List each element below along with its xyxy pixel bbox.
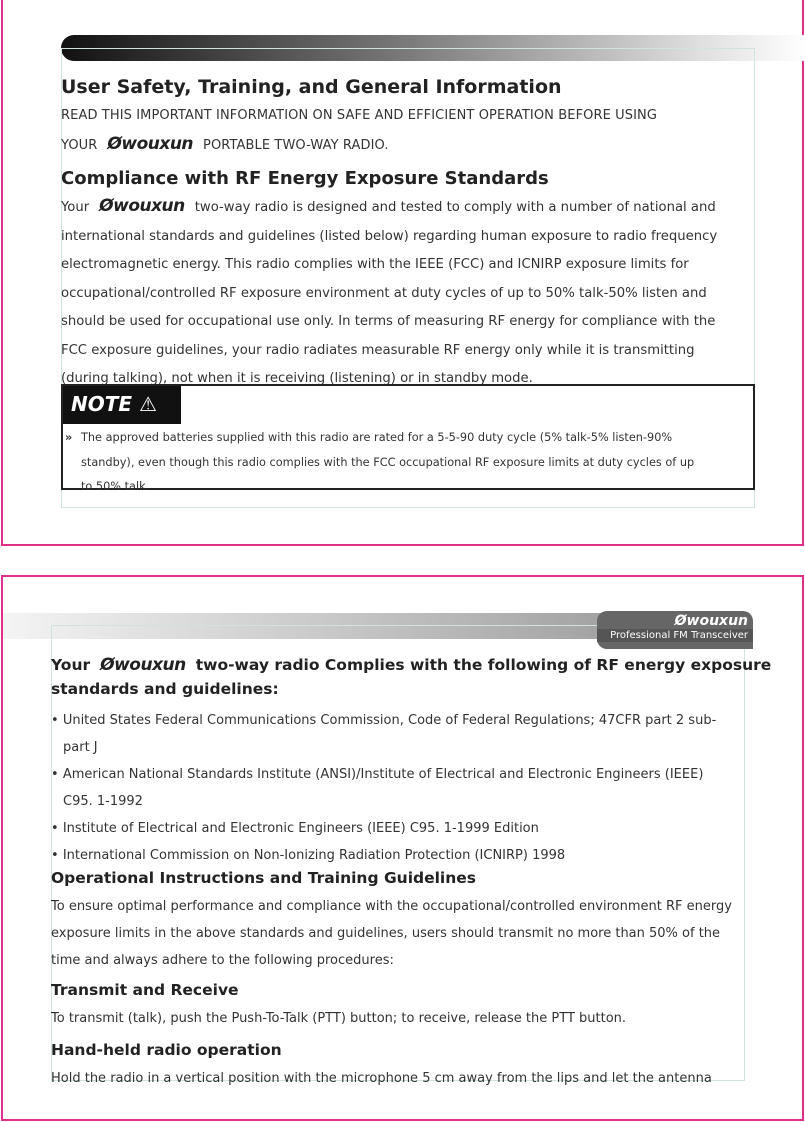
list-item-text: American National Standards Institute (ANSI)/Institute of Electrical and Electronic Engineers (IEEE) <box>62 767 704 782</box>
note-box <box>61 384 755 493</box>
transmit-text: To transmit (talk), push the Push-To-Talk (PTT) button; to receive, release the PTT button. <box>51 1011 627 1026</box>
brand-name: wouxun <box>686 613 748 629</box>
ops-line: exposure limits in the above standards and guidelines, users should transmit no more than 50% of the <box>51 926 721 941</box>
ops-line: time and always adhere to the following procedures: <box>51 953 394 968</box>
page-title: User Safety, Training, and General Information <box>61 76 562 98</box>
note-text <box>65 426 741 500</box>
wouxun-logo: Øwouxun <box>107 134 194 154</box>
transmit-title: Transmit and Receive <box>51 981 239 999</box>
list-item: • United States Federal Communications Commission, Code of Federal Regulations; 47CFR part 2 sub- <box>51 713 717 728</box>
list-item-text: Institute of Electrical and Electronic Engineers (IEEE) C95. 1-1999 Edition <box>62 821 539 836</box>
brand-tab <box>597 611 753 649</box>
body-your: Your <box>61 200 90 215</box>
list-item: • Institute of Electrical and Electronic Engineers (IEEE) C95. 1-1999 Edition <box>51 821 539 836</box>
manual-page-1 <box>1 0 804 546</box>
handheld-text: Hold the radio in a vertical position with the microphone 5 cm away from the lips and let the antenna <box>51 1071 712 1086</box>
heading-your: Your <box>51 656 91 674</box>
ops-title: Operational Instructions and Training Guidelines <box>51 869 477 887</box>
body-line: FCC exposure guidelines, your radio radiates measurable RF energy only while it is transmitting <box>61 342 695 358</box>
warning-triangle-icon: ⚠ <box>139 392 157 416</box>
intro-rest: PORTABLE TWO-WAY RADIO. <box>203 138 389 153</box>
body-line: should be used for occupational use only. In terms of measuring RF energy for compliance with the <box>61 314 716 329</box>
note-line: to 50% talk. <box>81 480 150 493</box>
intro-your: YOUR <box>61 138 98 153</box>
intro-line-1: READ THIS IMPORTANT INFORMATION ON SAFE AND EFFICIENT OPERATION BEFORE USING <box>61 108 658 123</box>
compliance-heading-line-2: standards and guidelines: <box>51 680 279 698</box>
ops-line: To ensure optimal performance and compliance with the occupational/controlled environment RF energy <box>51 899 732 914</box>
body-text <box>61 192 717 394</box>
note-line: standby), even though this radio complies with the FCC occupational RF exposure limits at duty cycles of up <box>81 455 695 469</box>
manual-page-2 <box>1 575 804 1121</box>
body-line: two-way radio is designed and tested to comply with a number of national and <box>194 200 716 215</box>
heading-rest: two-way radio Complies with the following of RF energy exposure <box>195 656 772 674</box>
list-item-continuation: C95. 1-1992 <box>63 794 143 809</box>
section-title: Compliance with RF Energy Exposure Standards <box>61 168 549 189</box>
list-item-continuation: part J <box>63 740 98 755</box>
list-item-text: United States Federal Communications Commission, Code of Federal Regulations; 47CFR part 2 sub- <box>62 713 717 728</box>
note-line: The approved batteries supplied with this radio are rated for a 5-5-90 duty cycle (5% talk-5% listen-90% <box>81 431 673 444</box>
brand-subtitle: Professional FM Transceiver <box>597 629 753 642</box>
list-item-text: International Commission on Non-Ionizing Radiation Protection (ICNIRP) 1998 <box>62 848 566 863</box>
compliance-heading <box>51 655 771 675</box>
wouxun-logo: Øwouxun <box>100 655 186 675</box>
double-chevron-icon: » <box>65 431 73 444</box>
body-line: electromagnetic energy. This radio complies with the IEEE (FCC) and ICNIRP exposure limits for <box>61 257 689 272</box>
wouxun-logo: Øwouxun <box>99 196 185 216</box>
handheld-title: Hand-held radio operation <box>51 1041 282 1059</box>
body-line: occupational/controlled RF exposure environment at duty cycles of up to 50% talk-50% listen and <box>61 285 707 301</box>
intro-line-2 <box>61 134 389 154</box>
list-item: • American National Standards Institute (ANSI)/Institute of Electrical and Electronic Engineers (IEEE) <box>51 767 704 782</box>
brand-logo: Øwouxun <box>674 613 748 629</box>
body-line: international standards and guidelines (listed below) regarding human exposure to radio frequency <box>61 228 718 244</box>
ops-text <box>51 893 732 974</box>
body-line: (during talking), not when it is receiving (listening) or in standby mode. <box>61 371 533 386</box>
note-tab <box>63 386 181 424</box>
standards-list <box>51 707 716 869</box>
note-label: NOTE <box>71 392 133 416</box>
list-item: • International Commission on Non-Ionizing Radiation Protection (ICNIRP) 1998 <box>51 848 566 863</box>
